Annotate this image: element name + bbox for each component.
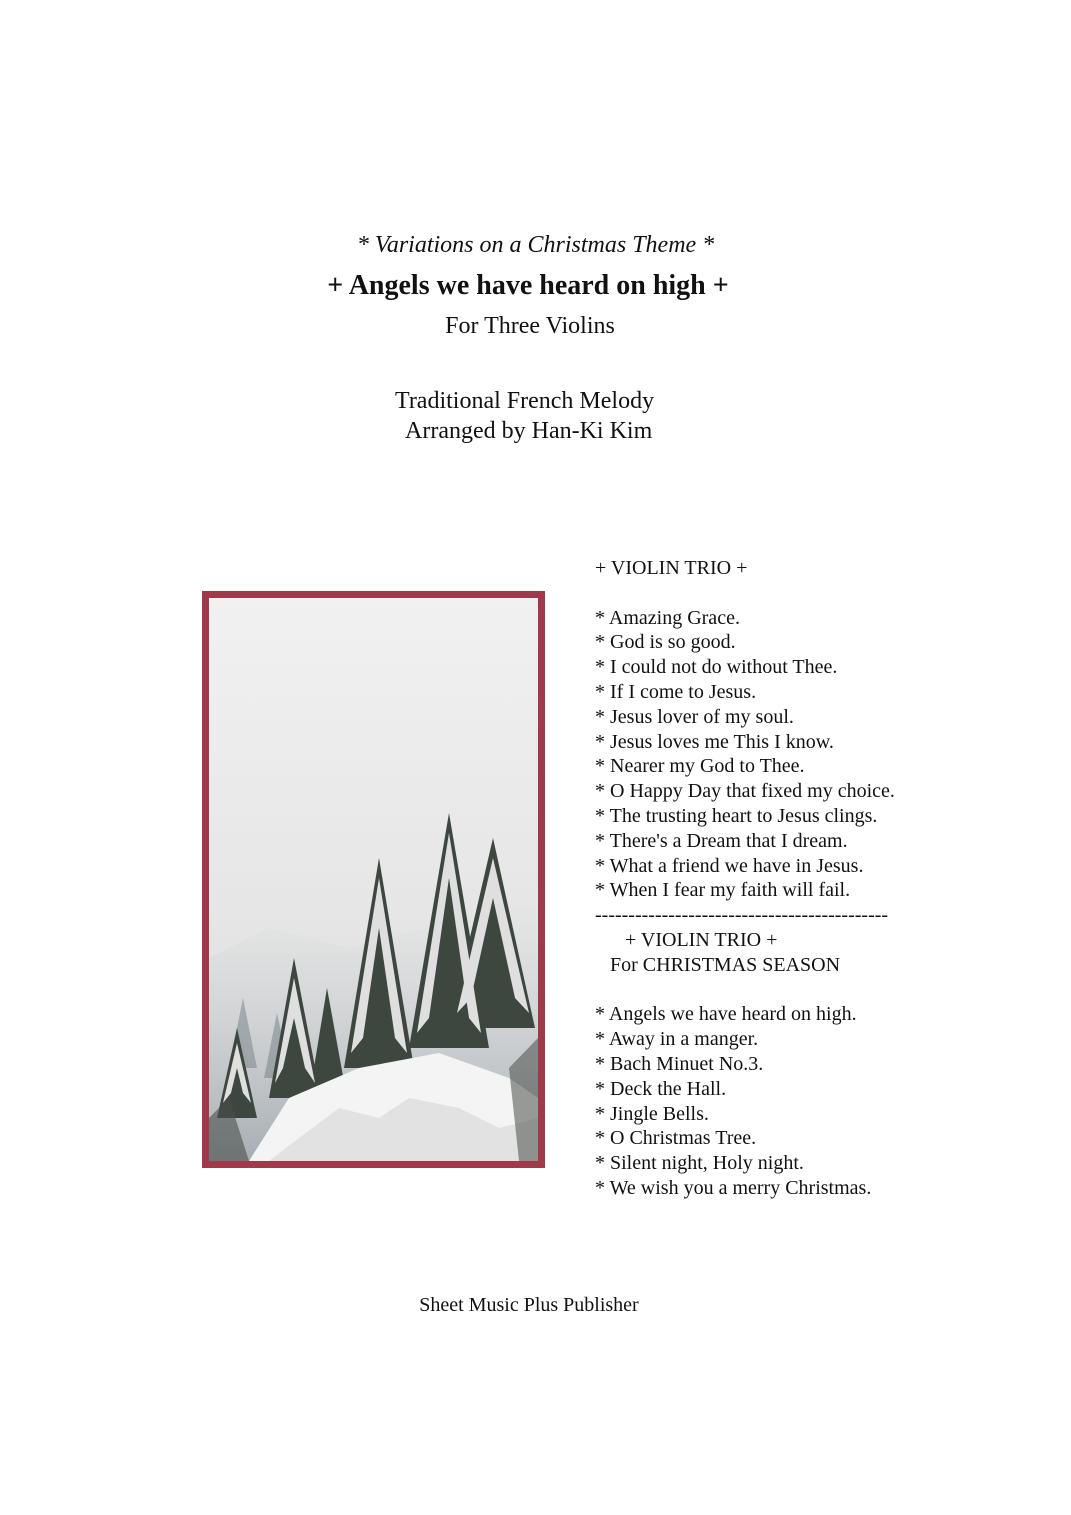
list-item: * Nearer my God to Thee. xyxy=(595,755,805,778)
list-item: * Jesus loves me This I know. xyxy=(595,730,834,753)
list-item: * Jesus lover of my soul. xyxy=(595,705,794,728)
list-item: * What a friend we have in Jesus. xyxy=(595,854,864,877)
list-item: * I could not do without Thee. xyxy=(595,656,838,679)
catalog-heading: + VIOLIN TRIO + xyxy=(595,557,748,579)
christmas-subheading: For CHRISTMAS SEASON xyxy=(595,953,841,976)
list-item: * Amazing Grace. xyxy=(595,606,740,629)
christmas-heading: + VIOLIN TRIO + xyxy=(595,928,778,951)
instrumentation: For Three Violins xyxy=(445,313,615,339)
melody-origin: Traditional French Melody xyxy=(395,388,655,414)
list-item: * There's a Dream that I dream. xyxy=(595,829,848,852)
piece-title: + Angels we have heard on high + xyxy=(327,270,729,301)
snowy-pine-trees-photo xyxy=(202,591,545,1168)
list-item: * Away in a manger. xyxy=(595,1028,759,1051)
list-item: * Bach Minuet No.3. xyxy=(595,1052,764,1075)
list-item: * Angels we have heard on high. xyxy=(595,1003,857,1026)
catalog-list xyxy=(595,556,895,1201)
arranger-credit: Arranged by Han-Ki Kim xyxy=(405,418,653,444)
list-item: * If I come to Jesus. xyxy=(595,680,757,703)
list-item: * O Happy Day that fixed my choice. xyxy=(595,780,895,803)
list-item: * Jingle Bells. xyxy=(595,1102,709,1125)
list-item: * The trusting heart to Jesus clings. xyxy=(595,804,878,827)
list-item: * Deck the Hall. xyxy=(595,1077,727,1100)
winter-forest-illustration xyxy=(209,598,538,1161)
spacer xyxy=(595,978,895,1003)
list-item: * We wish you a merry Christmas. xyxy=(595,1176,872,1199)
publisher-credit: Sheet Music Plus Publisher xyxy=(419,1294,639,1316)
list-item: * God is so good. xyxy=(595,631,736,654)
list-item: * O Christmas Tree. xyxy=(595,1127,757,1150)
series-title: * Variations on a Christmas Theme * xyxy=(356,232,715,258)
list-item: * Silent night, Holy night. xyxy=(595,1152,804,1175)
list-item: * When I fear my faith will fail. xyxy=(595,879,851,902)
divider: -------------------------------------------- xyxy=(595,904,889,927)
spacer xyxy=(595,581,895,606)
